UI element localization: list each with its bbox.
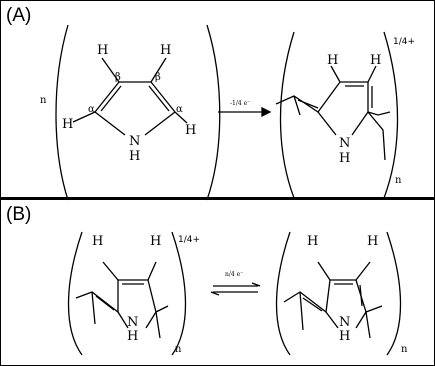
bracket-right xyxy=(384,32,398,198)
panel-b-label: (B) xyxy=(6,204,32,225)
atom-h: H xyxy=(307,234,319,249)
bracket-left xyxy=(281,32,295,198)
bracket-left xyxy=(69,232,83,355)
arrow-a-head xyxy=(262,108,270,116)
repeat-index: n xyxy=(40,95,47,106)
ring-bonds xyxy=(284,280,382,312)
panel-a-label: (A) xyxy=(6,5,32,26)
atom-h: H xyxy=(150,234,162,249)
double-bond-inner xyxy=(101,86,121,111)
alpha-label: α xyxy=(176,104,183,115)
ring-n-bonds xyxy=(95,112,175,135)
double-bond-inner xyxy=(149,86,169,111)
ring-bonds xyxy=(95,82,175,112)
atom-n: N xyxy=(339,136,351,151)
ring-bonds xyxy=(76,280,168,312)
atom-h: H xyxy=(339,329,351,344)
atom-h: H xyxy=(370,53,382,68)
atom-h: H xyxy=(97,43,109,58)
repeat-index: n xyxy=(175,344,182,355)
atom-h: H xyxy=(62,117,74,132)
ring-n-bonds xyxy=(318,112,368,135)
atom-n: N xyxy=(339,315,351,330)
bracket-left xyxy=(277,232,291,355)
arrow-b-label: n/4 e⁻ xyxy=(225,271,244,278)
repeat-index: n xyxy=(401,344,408,355)
chain-bond xyxy=(92,292,160,338)
beta-label: β xyxy=(115,72,121,83)
beta-h-bonds xyxy=(331,66,376,82)
bracket-right xyxy=(387,232,401,355)
arrow-a-label: -1/4 e⁻ xyxy=(230,100,251,107)
atom-h: H xyxy=(92,234,104,249)
atom-n: N xyxy=(127,315,139,330)
atom-h: H xyxy=(367,234,379,249)
chain-bond xyxy=(300,292,370,338)
atom-n: N xyxy=(129,134,141,149)
bracket-right xyxy=(172,232,186,355)
double-bond-inner xyxy=(96,284,144,310)
chain-bond xyxy=(368,112,385,160)
alpha-label: α xyxy=(88,104,95,115)
bracket-right xyxy=(207,25,220,200)
beta-h-bonds xyxy=(103,262,156,280)
pyrrole-monomer-neutral xyxy=(56,25,220,200)
repeat-index: n xyxy=(395,175,402,186)
atom-h: H xyxy=(339,151,351,166)
atom-h: H xyxy=(160,43,172,58)
ring-bonds xyxy=(276,82,390,115)
atom-h: H xyxy=(129,149,141,164)
charge-label: 1/4+ xyxy=(178,235,201,245)
beta-label: β xyxy=(155,72,161,83)
bracket-left xyxy=(56,25,68,200)
double-bond-inner xyxy=(303,284,362,311)
atom-h: H xyxy=(127,329,139,344)
atom-h: H xyxy=(185,123,197,138)
atom-h: H xyxy=(327,53,339,68)
charge-label: 1/4+ xyxy=(393,37,416,47)
beta-h-bonds xyxy=(318,262,370,280)
